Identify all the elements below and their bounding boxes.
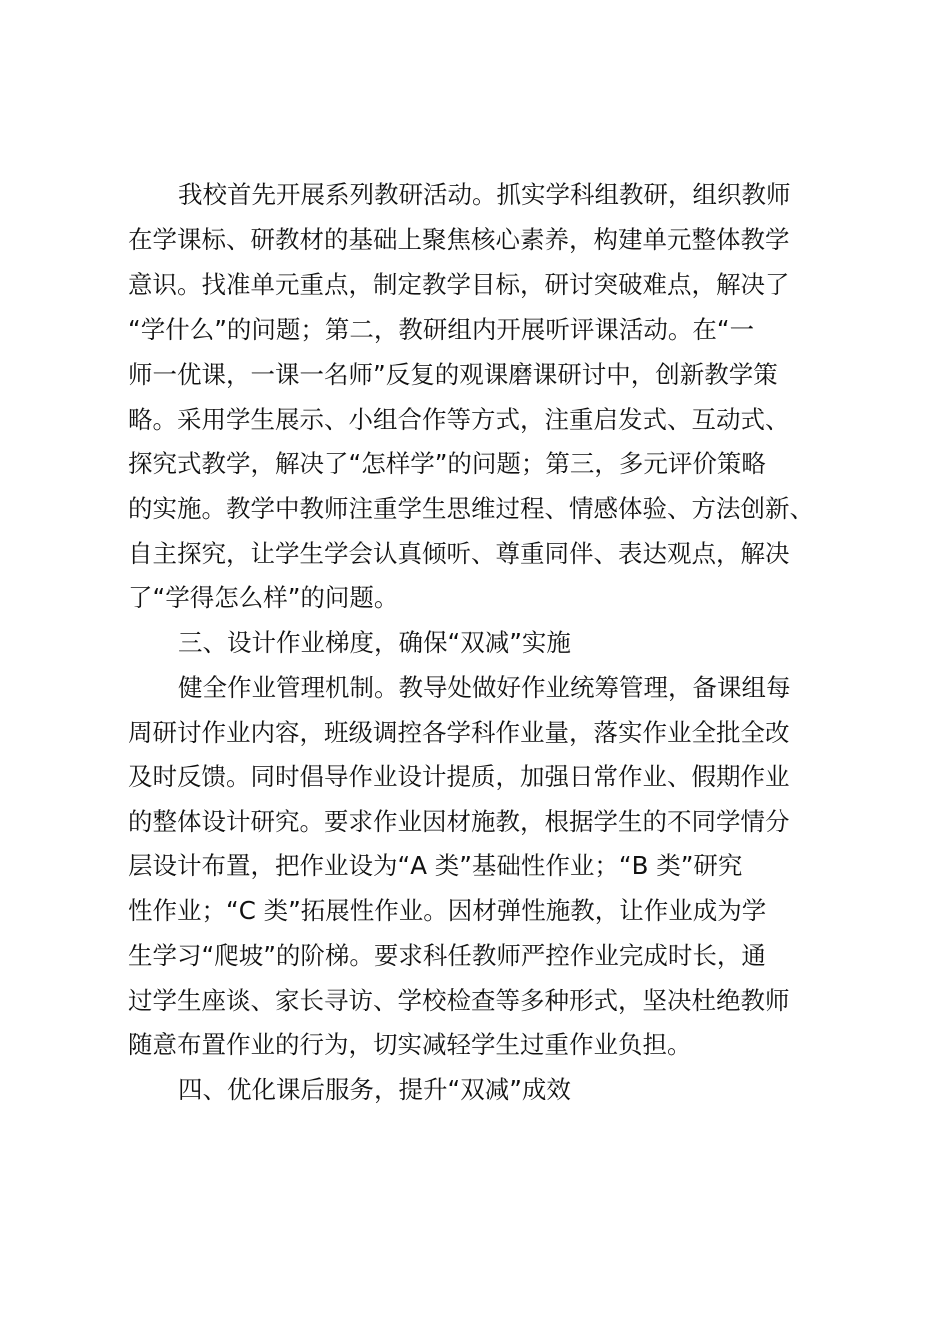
paragraph-2-line-5: 层设计布置，把作业设为“A 类”基础性作业；“B 类”研究: [128, 851, 743, 880]
paragraph-1-line-1: 我校首先开展系列教研活动。抓实学科组教研，组织教师: [178, 180, 791, 209]
paragraph-1-line-5: 师一优课，一课一名师”反复的观课磨课研讨中，创新教学策: [128, 360, 778, 389]
paragraph-1-line-9: 自主探究，让学生学会认真倾听、尊重同伴、表达观点，解决: [128, 539, 790, 568]
paragraph-2-line-1: 健全作业管理机制。教导处做好作业统筹管理，备课组每: [178, 673, 791, 702]
paragraph-1-line-8: 的实施。教学中教师注重学生思维过程、情感体验、方法创新、: [128, 494, 814, 523]
paragraph-2-line-8: 过学生座谈、家长寻访、学校检查等多种形式，坚决杜绝教师: [128, 986, 790, 1015]
paragraph-2-line-9: 随意布置作业的行为，切实减轻学生过重作业负担。: [128, 1030, 692, 1059]
paragraph-2-line-3: 及时反馈。同时倡导作业设计提质，加强日常作业、假期作业: [128, 762, 790, 791]
paragraph-2-line-6: 性作业；“C 类”拓展性作业。因材弹性施教，让作业成为学: [128, 896, 767, 925]
paragraph-2-line-7: 生学习“爬坡”的阶梯。要求科任教师严控作业完成时长，通: [128, 941, 766, 970]
section-heading-4: 四、优化课后服务，提升“双减”成效: [178, 1075, 571, 1104]
paragraph-2-line-2: 周研讨作业内容，班级调控各学科作业量，落实作业全批全改: [128, 718, 790, 747]
paragraph-1-line-10: 了“学得怎么样”的问题。: [128, 583, 399, 612]
section-heading-3: 三、设计作业梯度，确保“双减”实施: [178, 628, 571, 657]
paragraph-1-line-2: 在学课标、研教材的基础上聚焦核心素养，构建单元整体教学: [128, 225, 790, 254]
paragraph-1-line-4: “学什么”的问题；第二，教研组内开展听评课活动。在“一: [128, 315, 755, 344]
paragraph-1-line-6: 略。采用学生展示、小组合作等方式，注重启发式、互动式、: [128, 405, 790, 434]
paragraph-2-line-4: 的整体设计研究。要求作业因材施教，根据学生的不同学情分: [128, 807, 790, 836]
paragraph-1-line-7: 探究式教学，解决了“怎样学”的问题；第三，多元评价策略: [128, 449, 766, 478]
paragraph-1-line-3: 意识。找准单元重点，制定教学目标，研讨突破难点，解决了: [128, 270, 790, 299]
